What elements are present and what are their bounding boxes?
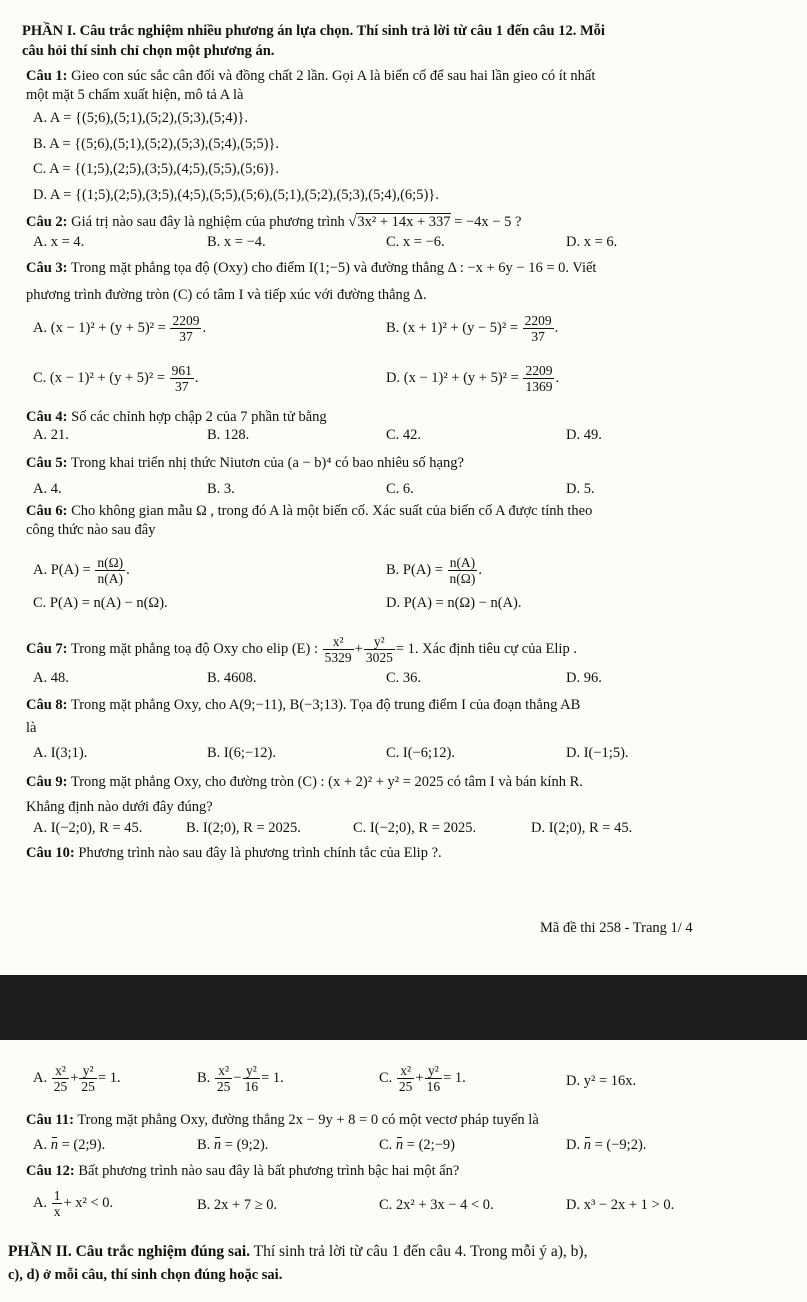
q1-stem-2: một mặt 5 chấm xuất hiện, mô tả A là	[26, 87, 244, 103]
part1-intro-line1	[22, 22, 605, 40]
q2-option-b: B. x = −4.	[207, 234, 266, 250]
q11-c-label: C.	[379, 1137, 393, 1153]
q11-d-label: D.	[566, 1137, 581, 1153]
page-footer: Mã đề thi 258 - Trang 1/ 4	[540, 920, 693, 936]
q2-sqrt-body: 3x² + 14x + 337	[357, 214, 451, 230]
q8-option-d: D. I(−1;5).	[566, 745, 629, 761]
q10-b-d1: 25	[216, 1079, 231, 1094]
q3-stem-line1	[26, 259, 596, 277]
q6-option-a: A. P(A) = $\frac{n(\Omega)}{n(A)}$ .	[33, 555, 130, 586]
q3-b-label: B.	[386, 319, 400, 336]
q12-option-c: C. 2x² + 3x − 4 < 0.	[379, 1197, 494, 1213]
q9-label: Câu 9:	[26, 774, 68, 790]
q10-b-fraction-1	[215, 1063, 233, 1094]
q10-stem-text: Phương trình nào sau đây là phương trình chính tắc của Elip ?.	[74, 845, 442, 861]
q9-option-a: A. I(−2;0), R = 45.	[33, 820, 143, 836]
q10-b-n1: x²	[215, 1063, 233, 1079]
q10-b-d2: 16	[244, 1079, 259, 1094]
q7-option-d: D. 96.	[566, 670, 602, 686]
q9-option-c: C. I(−2;0), R = 2025.	[353, 820, 477, 836]
vector-n-icon: n	[50, 1137, 58, 1153]
q8-label: Câu 8:	[26, 697, 68, 713]
q11-option-a	[33, 1136, 105, 1154]
q1-option-c: C. A = {(1;5),(2;5),(3;5),(4;5),(5;5),(5;6)}.	[33, 161, 280, 177]
q3-d-den: 1369	[525, 379, 553, 394]
part2-intro-2: c), d) ở mỗi câu, thí sinh chọn đúng hoặc sai.	[8, 1267, 283, 1283]
q1-option-a: A. A = {(5;6),(5;1),(5;2),(5;3),(5;4)}.	[33, 110, 248, 126]
q12-a-label: A.	[33, 1194, 48, 1211]
q8-option-b: B. I(6;−12).	[207, 745, 276, 761]
q7-option-c: C. 36.	[386, 670, 422, 686]
q5-option-b: B. 3.	[207, 481, 235, 497]
vector-n-icon: n	[395, 1137, 404, 1153]
q6-option-d: D. P(A) = n(Ω) − n(A).	[386, 595, 522, 611]
q10-b-n2: y²	[243, 1063, 261, 1079]
q3-a-num: 2209	[172, 313, 200, 328]
q8-stem-1: Trong mặt phẳng Oxy, cho A(9;−11), B(−3;13). Tọa độ trung điểm I của đoạn thẳng AB	[67, 697, 581, 713]
q3-stem-2: phương trình đường tròn (C) có tâm I và tiếp xúc với đường thẳng Δ.	[26, 287, 427, 303]
q3-d-num: 2209	[525, 363, 553, 378]
q3-c-label: C.	[33, 369, 47, 386]
q9-stem-1: Trong mặt phẳng Oxy, cho đường tròn (C) : (x + 2)² + y² = 2025 có tâm I và bán kính R.	[67, 774, 583, 790]
q10-a-label: A.	[33, 1069, 48, 1086]
q3-c-expr: (x − 1)² + (y + 5)² =	[49, 369, 166, 386]
q3-a-expr: (x − 1)² + (y + 5)² =	[50, 319, 166, 336]
q12-a-num: 1	[53, 1188, 61, 1203]
q2-option-c: C. x = −6.	[386, 234, 445, 250]
q7-stem-pre: Trong mặt phẳng toạ độ Oxy cho elip (E) :	[67, 640, 319, 657]
part2-intro-1: Thí sinh trả lời từ câu 1 đến câu 4. Trong mỗi ý a), b),	[250, 1243, 588, 1260]
q2-option-a: A. x = 4.	[33, 234, 85, 250]
q2-option-d: D. x = 6.	[566, 234, 618, 250]
q2-stem-pre: Giá trị nào sau đây là nghiệm của phương trình	[67, 214, 349, 230]
q10-c-d1: 25	[398, 1079, 413, 1094]
q10-option-c	[379, 1063, 466, 1094]
part2-heading: PHẦN II. Câu trắc nghiệm đúng sai.	[8, 1243, 250, 1260]
q7-stem: Câu 7: Trong mặt phẳng toạ độ Oxy cho elip (E) : $\frac{\text{x²}}{5329}$ + $\frac{\text{y²}}{3025}$ = 1. Xác định tiêu cự của Elip .	[26, 634, 577, 665]
q5-option-d: D. 5.	[566, 481, 595, 497]
q4-label: Câu 4:	[26, 409, 68, 425]
q4-option-c: C. 42.	[386, 427, 422, 443]
q3-c-fraction	[170, 363, 194, 394]
q7-option-a: A. 48.	[33, 670, 69, 686]
q3-c-den: 37	[175, 379, 189, 394]
q4-stem	[26, 408, 327, 426]
q3-option-c: C. (x − 1)² + (y + 5)² = $\frac{961}{37}$ .	[33, 363, 199, 394]
q3-d-label: D.	[386, 369, 401, 386]
q3-b-expr: (x + 1)² + (y − 5)² =	[402, 319, 519, 336]
q10-b-post: = 1.	[261, 1069, 284, 1086]
q3-b-den: 37	[531, 329, 545, 344]
q6-stem-2: công thức nào sau đây	[26, 522, 156, 538]
q3-option-b: B. (x + 1)² + (y − 5)² = $\frac{2209}{37}$ .	[386, 313, 559, 344]
q2-stem-post: = −4x − 5 ?	[450, 214, 522, 230]
q1-option-d: D. A = {(1;5),(2;5),(3;5),(4;5),(5;5),(5;6),(5;1),(5;2),(5;3),(5;4),(6;5)}.	[33, 187, 439, 203]
q10-c-fraction-1	[397, 1063, 415, 1094]
q10-label: Câu 10:	[26, 845, 75, 861]
q10-a-fraction-1	[52, 1063, 70, 1094]
q12-option-d: D. x³ − 2x + 1 > 0.	[566, 1197, 675, 1213]
q6-option-c: C. P(A) = n(A) − n(Ω).	[33, 595, 168, 611]
q12-a-post: + x² < 0.	[63, 1194, 114, 1211]
q12-label: Câu 12:	[26, 1163, 75, 1179]
q11-option-d	[566, 1136, 646, 1154]
q4-option-d: D. 49.	[566, 427, 602, 443]
q8-option-c: C. I(−6;12).	[386, 745, 455, 761]
q10-c-fraction-2	[425, 1063, 443, 1094]
q10-stem	[26, 844, 442, 862]
sqrt-sign-icon: √	[348, 214, 357, 230]
q10-b-label: B.	[197, 1069, 211, 1086]
q7-f1-num: x²	[323, 634, 354, 650]
q4-option-b: B. 128.	[207, 427, 250, 443]
q3-a-fraction	[170, 313, 201, 344]
q7-option-b: B. 4608.	[207, 670, 257, 686]
q3-a-label: A.	[33, 319, 48, 336]
q9-option-d: D. I(2;0), R = 45.	[531, 820, 633, 836]
q3-label: Câu 3:	[26, 260, 68, 276]
q11-a-label: A.	[33, 1137, 48, 1153]
part1-intro-2: câu hỏi thí sinh chỉ chọn một phương án.	[22, 43, 275, 59]
q10-c-n2: y²	[425, 1063, 443, 1079]
q10-option-a	[33, 1063, 121, 1094]
q10-a-fraction-2	[79, 1063, 97, 1094]
q10-c-op: +	[415, 1069, 424, 1086]
q6-a-num: n(Ω)	[97, 555, 124, 570]
q10-a-d2: 25	[81, 1079, 95, 1094]
vector-n-icon: n	[583, 1137, 591, 1153]
q12-stem	[26, 1162, 459, 1180]
q7-f2-den: 3025	[365, 650, 393, 665]
q3-b-fraction	[523, 313, 554, 344]
page-gap	[0, 975, 807, 1040]
q1-stem-1: Gieo con súc sắc cân đối và đồng chất 2 lần. Gọi A là biến cố để sau hai lần gieo có ít nhất	[67, 68, 596, 84]
q1-label: Câu 1:	[26, 68, 68, 84]
q5-option-c: C. 6.	[386, 481, 414, 497]
q11-a-expr: = (2;9).	[57, 1137, 106, 1153]
q11-d-expr: = (−9;2).	[590, 1137, 647, 1153]
q2-label: Câu 2:	[26, 214, 68, 230]
q6-b-num: n(A)	[448, 555, 478, 571]
q9-option-b: B. I(2;0), R = 2025.	[186, 820, 301, 836]
q11-b-expr: = (9;2).	[221, 1137, 269, 1153]
q3-d-fraction	[523, 363, 554, 394]
q6-label: Câu 6:	[26, 503, 68, 519]
q7-fraction-2	[364, 634, 395, 665]
q3-b-num: 2209	[524, 313, 552, 328]
q7-f1-den: 5329	[324, 650, 352, 665]
q1-stem-line1	[26, 67, 595, 85]
q7-f2-num: y²	[364, 634, 395, 650]
q6-b-den: n(Ω)	[449, 571, 476, 586]
q11-b-label: B.	[197, 1137, 211, 1153]
q10-a-n1: x²	[52, 1063, 70, 1079]
q9-stem-2: Khẳng định nào dưới đây đúng?	[26, 799, 213, 815]
q6-a-den: n(A)	[97, 571, 123, 586]
q5-option-a: A. 4.	[33, 481, 62, 497]
q3-stem-1: Trong mặt phẳng tọa độ (Oxy) cho điểm I(1;−5) và đường thẳng Δ : −x + 6y − 16 = 0. Viết	[67, 260, 597, 276]
q1-option-b: B. A = {(5;6),(5;1),(5;2),(5;3),(5;4),(5;5)}.	[33, 136, 280, 152]
q2-stem	[26, 213, 521, 231]
q11-stem	[26, 1111, 539, 1129]
q12-option-a	[33, 1188, 113, 1219]
q12-a-fraction	[52, 1188, 63, 1219]
q3-d-expr: (x − 1)² + (y + 5)² =	[403, 369, 519, 386]
q9-stem-line1	[26, 773, 583, 791]
q5-stem	[26, 454, 464, 472]
q7-stem-post: = 1. Xác định tiêu cự của Elip .	[395, 640, 577, 657]
part2-intro-line1	[8, 1243, 587, 1261]
q10-c-n1: x²	[397, 1063, 415, 1079]
q3-option-a: A. (x − 1)² + (y + 5)² = $\frac{2209}{37}$ .	[33, 313, 207, 344]
q10-option-b	[197, 1063, 284, 1094]
q8-stem-2: là	[26, 720, 37, 736]
vector-n-icon: n	[213, 1137, 222, 1153]
part1-intro-1: Thí sinh trả lời từ câu 1 đến câu 12. Mỗi	[353, 23, 605, 39]
q11-option-c	[379, 1136, 455, 1154]
q6-a-fraction	[95, 555, 125, 586]
q10-b-op: −	[233, 1069, 242, 1086]
q7-label: Câu 7:	[26, 640, 68, 657]
q12-a-den: x	[53, 1204, 61, 1219]
part1-heading: PHẦN I. Câu trắc nghiệm nhiều phương án lựa chọn.	[22, 23, 354, 39]
q8-stem-line1	[26, 696, 580, 714]
q10-a-n2: y²	[79, 1063, 97, 1079]
q6-stem-1: Cho không gian mẫu Ω , trong đó A là một biến cố. Xác suất của biến cố A được tính theo	[67, 503, 593, 519]
q3-a-den: 37	[179, 329, 193, 344]
q6-a-label: A. P(A) =	[33, 561, 91, 578]
q3-option-d: D. (x − 1)² + (y + 5)² = $\frac{2209}{1369}$ .	[386, 363, 560, 394]
q11-option-b	[197, 1136, 268, 1154]
q10-c-label: C.	[379, 1069, 393, 1086]
q10-c-post: = 1.	[443, 1069, 466, 1086]
q11-stem-text: Trong mặt phẳng Oxy, đường thẳng 2x − 9y + 8 = 0 có một vectơ pháp tuyến là	[73, 1112, 539, 1128]
q10-a-op: +	[70, 1069, 79, 1086]
q10-c-d2: 16	[426, 1079, 441, 1094]
q10-option-d: D. y² = 16x.	[566, 1073, 637, 1089]
exam-sheet-page-2	[0, 1040, 807, 1302]
q6-option-b: B. P(A) = $\frac{n(A)}{n(\Omega)}$ .	[386, 555, 482, 586]
q6-b-label: B. P(A) =	[386, 561, 443, 578]
q4-stem-text: Số các chỉnh hợp chập 2 của 7 phần tử bằng	[67, 409, 327, 425]
q6-stem-line1	[26, 502, 592, 520]
q4-option-a: A. 21.	[33, 427, 69, 443]
q8-option-a: A. I(3;1).	[33, 745, 88, 761]
q12-option-b: B. 2x + 7 ≥ 0.	[197, 1197, 278, 1213]
q10-a-d1: 25	[53, 1079, 68, 1094]
q11-c-expr: = (2;−9)	[403, 1137, 455, 1153]
q3-c-num: 961	[171, 363, 192, 378]
q5-label: Câu 5:	[26, 455, 68, 471]
q6-b-fraction	[448, 555, 478, 586]
q10-a-post: = 1.	[97, 1069, 121, 1086]
q10-b-fraction-2	[243, 1063, 261, 1094]
q11-label: Câu 11:	[26, 1112, 74, 1128]
q7-fraction-1	[323, 634, 354, 665]
q12-stem-text: Bất phương trình nào sau đây là bất phương trình bậc hai một ẩn?	[74, 1163, 460, 1179]
q5-stem-text: Trong khai triển nhị thức Niutơn của (a − b)⁴ có bao nhiêu số hạng?	[67, 455, 464, 471]
